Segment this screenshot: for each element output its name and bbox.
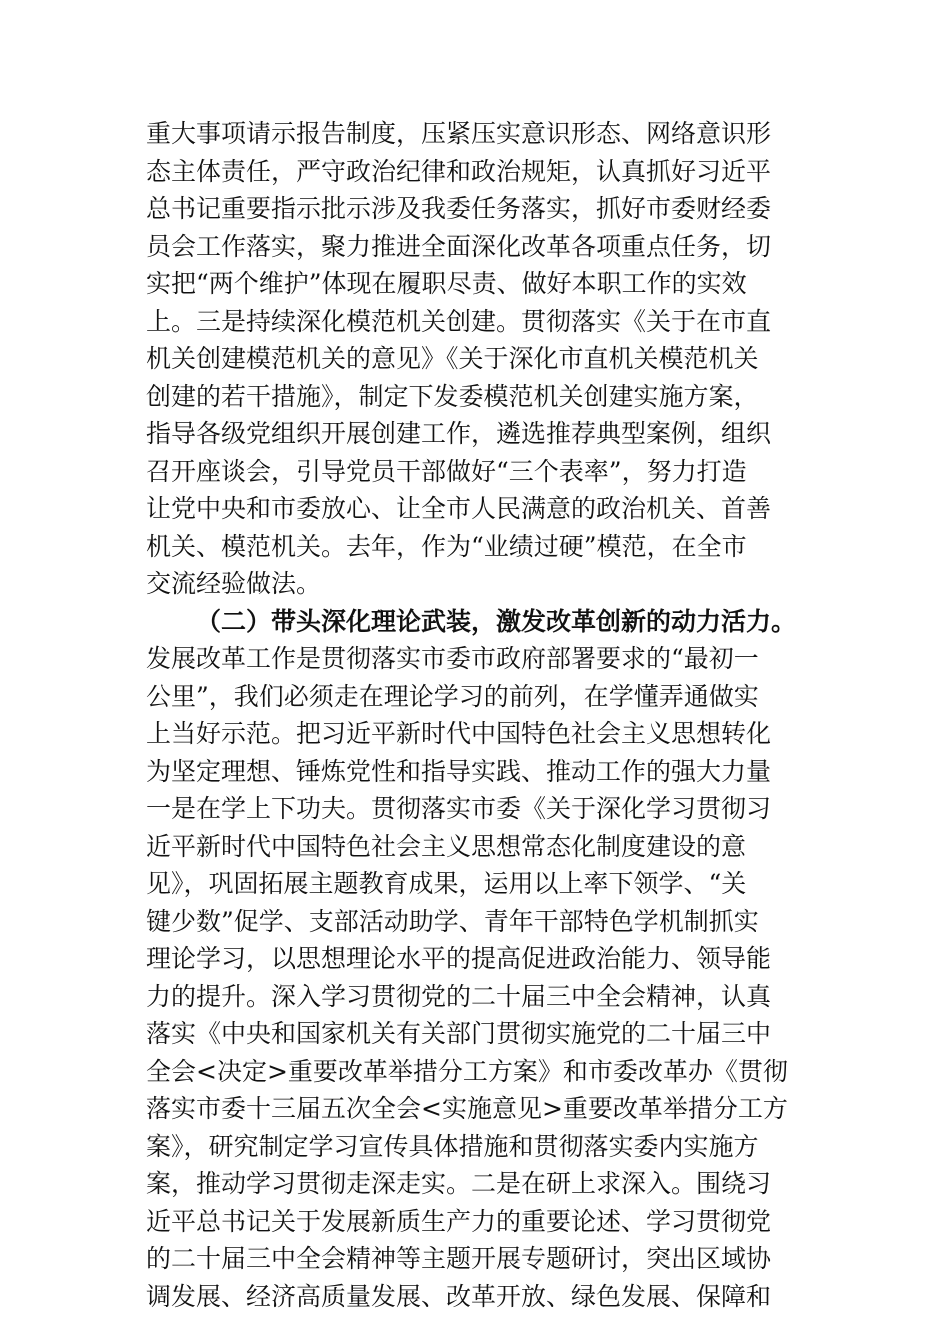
text-line: 落实市委十三届五次全会<实施意见>重要改革举措分工方 bbox=[146, 1094, 788, 1123]
section-heading: （二）带头深化理论武装，激发改革创新的动力活力。 bbox=[196, 606, 797, 636]
text-line: 交流经验做法。 bbox=[146, 569, 322, 598]
text-line: 近平新时代中国特色社会主义思想常态化制度建设的意 bbox=[146, 831, 747, 861]
text-line: 的二十届三中全会精神等主题开展专题研讨，突出区域协 bbox=[146, 1244, 772, 1273]
text-line: 力的提升。深入学习贯彻党的二十届三中全会精神，认真 bbox=[146, 981, 772, 1011]
text-line: 公里”，我们必须走在理论学习的前列，在学懂弄通做实 bbox=[146, 681, 759, 711]
text-line: 机关、模范机关。去年，作为“业绩过硬”模范，在全市 bbox=[146, 531, 747, 561]
text-line: 重大事项请示报告制度，压紧压实意识形态、网络意识形 bbox=[146, 119, 772, 148]
text-line: 机关创建模范机关的意见》《关于深化市直机关模范机关 bbox=[146, 344, 759, 373]
text-line: 态主体责任，严守政治纪律和政治规矩，认真抓好习近平 bbox=[146, 156, 772, 186]
body-text bbox=[146, 115, 806, 1315]
text-line: 发展改革工作是贯彻落实市委市政府部署要求的“最初一 bbox=[146, 644, 759, 673]
text-line: 案》，研究制定学习宣传具体措施和贯彻落实委内实施方 bbox=[146, 1131, 759, 1161]
text-line: 召开座谈会，引导党员干部做好“三个表率”，努力打造 bbox=[146, 456, 747, 486]
text-line: 让党中央和市委放心、让全市人民满意的政治机关、首善 bbox=[146, 494, 772, 523]
text-line: 键少数”促学、支部活动助学、青年干部特色学机制抓实 bbox=[146, 906, 759, 936]
text-line: 理论学习，以思想理论水平的提高促进政治能力、领导能 bbox=[146, 944, 772, 973]
text-line: 为坚定理想、锤炼党性和指导实践、推动工作的强大力量 bbox=[146, 756, 772, 786]
text-line: 落实《中央和国家机关有关部门贯彻实施党的二十届三中 bbox=[146, 1019, 772, 1048]
text-line: 指导各级党组织开展创建工作，遴选推荐典型案例，组织 bbox=[146, 419, 772, 448]
text-line: 全会<决定>重要改革举措分工方案》和市委改革办《贯彻 bbox=[146, 1056, 788, 1086]
text-line: 调发展、经济高质量发展、改革开放、绿色发展、保障和 bbox=[146, 1281, 772, 1311]
text-line: 上。三是持续深化模范机关创建。贯彻落实《关于在市直 bbox=[146, 306, 772, 336]
text-line: 上当好示范。把习近平新时代中国特色社会主义思想转化 bbox=[146, 719, 772, 748]
text-line: 案，推动学习贯彻走深走实。二是在研上求深入。围绕习 bbox=[146, 1169, 772, 1198]
text-line: 近平总书记关于发展新质生产力的重要论述、学习贯彻党 bbox=[146, 1206, 772, 1236]
text-line: 总书记重要指示批示涉及我委任务落实，抓好市委财经委 bbox=[146, 194, 772, 223]
text-line: 员会工作落实，聚力推进全面深化改革各项重点任务，切 bbox=[146, 231, 772, 261]
text-line: 实把“两个维护”体现在履职尽责、做好本职工作的实效 bbox=[146, 269, 747, 298]
text-line: 创建的若干措施》，制定下发委模范机关创建实施方案， bbox=[146, 381, 759, 411]
text-line: 见》，巩固拓展主题教育成果，运用以上率下领学、“关 bbox=[146, 869, 747, 898]
text-line: 一是在学上下功夫。贯彻落实市委《关于深化学习贯彻习 bbox=[146, 794, 772, 823]
